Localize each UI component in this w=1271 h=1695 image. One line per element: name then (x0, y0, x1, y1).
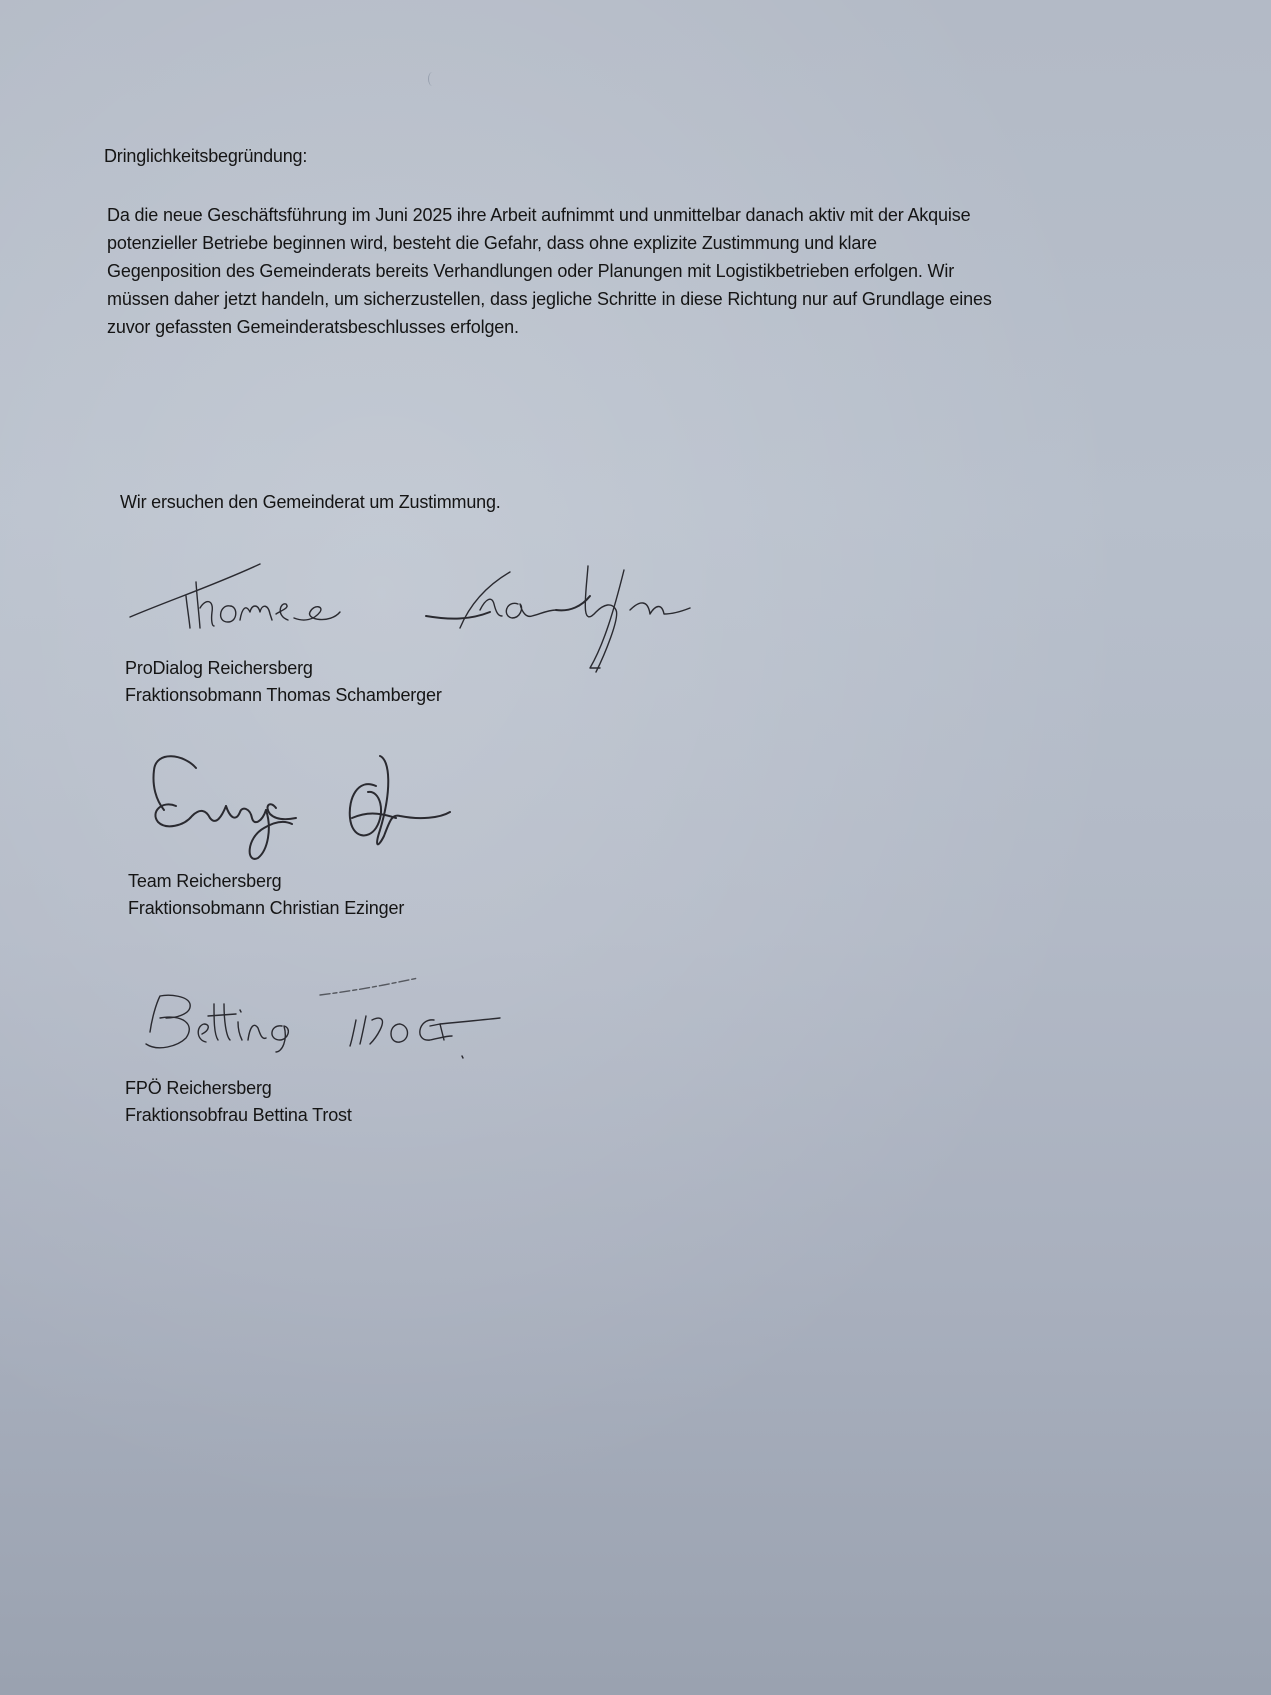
section-heading: Dringlichkeitsbegründung: (104, 146, 308, 166)
paragraph-line: Gegenposition des Gemeinderats bereits Verhandlungen oder Planungen mit Logistikbetrieben erfolgen. Wir (107, 261, 955, 281)
signatory-organization: FPÖ Reichersberg (125, 1078, 272, 1098)
paragraph-line: Da die neue Geschäftsführung im Juni 2025 ihre Arbeit aufnimmt und unmittelbar danach aktiv mit der Akquise (107, 205, 971, 225)
signatory-title-name: Fraktionsobmann Thomas Schamberger (125, 685, 442, 705)
paragraph-line: zuvor gefassten Gemeinderatsbeschlusses erfolgen. (107, 317, 519, 337)
signatory-organization: Team Reichersberg (128, 871, 282, 891)
signatory-caption (125, 1075, 352, 1129)
paragraph-line: müssen daher jetzt handeln, um sicherzustellen, dass jegliche Schritte in diese Richtung nur auf Grundlage eines (107, 289, 992, 309)
paragraph-line: potenzieller Betriebe beginnen wird, besteht die Gefahr, dass ohne explizite Zustimmung und klare (107, 233, 877, 253)
signatory-organization: ProDialog Reichersberg (125, 658, 313, 678)
signatory-title-name: Fraktionsobmann Christian Ezinger (128, 898, 405, 918)
signatory-title-name: Fraktionsobfrau Bettina Trost (125, 1105, 352, 1125)
approval-request: Wir ersuchen den Gemeinderat um Zustimmung. (120, 492, 501, 512)
